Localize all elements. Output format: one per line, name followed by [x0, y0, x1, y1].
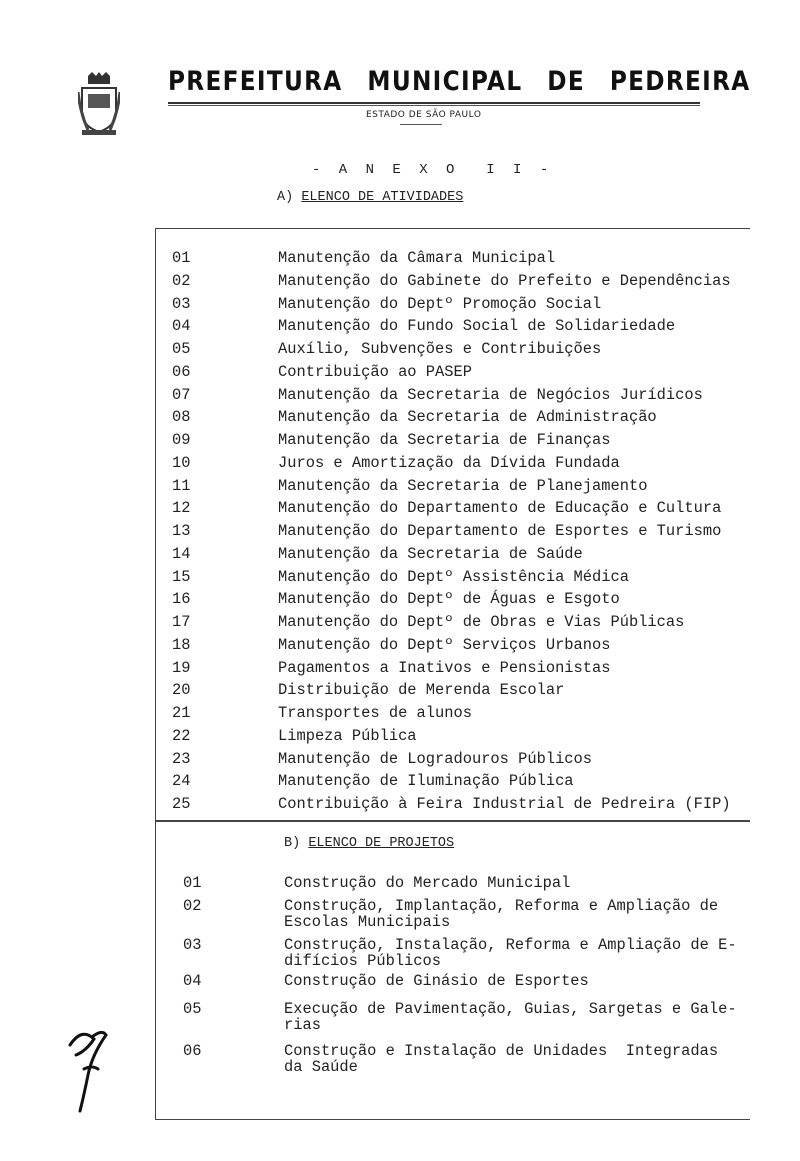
activity-description: Manutenção do Deptº Assistência Médica	[278, 567, 629, 586]
activity-description: Auxílio, Subvenções e Contribuições	[278, 340, 602, 358]
project-code: 03	[183, 936, 202, 954]
activity-code: 06	[172, 362, 191, 381]
section-divider	[155, 820, 750, 822]
activity-description: Manutenção da Câmara Municipal	[278, 249, 556, 267]
project-description: Execução de Pavimentação, Guias, Sargetas e Gale- rias	[284, 1000, 737, 1034]
project-description: Construção do Mercado Municipal	[284, 874, 571, 892]
activity-description: Pagamentos a Inativos e Pensionistas	[278, 658, 611, 677]
activity-description: Contribuição ao PASEP	[278, 362, 472, 381]
activity-code: 10	[172, 453, 191, 472]
activity-description: Juros e Amortização da Dívida Fundada	[278, 453, 620, 472]
annex-title: - A N E X O I I -	[312, 162, 554, 178]
activity-code: 15	[172, 567, 191, 586]
activity-description: Manutenção do Deptº de Águas e Esgoto	[278, 590, 620, 609]
activity-code: 18	[172, 635, 191, 654]
activity-description: Manutenção da Secretaria de Negócios Jurídicos	[278, 385, 703, 404]
activity-code: 17	[172, 613, 191, 631]
activity-description: Manutenção do Deptº de Obras e Vias Públicas	[278, 613, 685, 631]
activity-code: 21	[172, 704, 191, 722]
activity-description: Manutenção do Deptº Promoção Social	[278, 294, 602, 313]
project-code: 04	[183, 972, 202, 990]
activity-code: 22	[172, 726, 191, 745]
activity-code: 20	[172, 681, 191, 700]
activity-code: 13	[172, 522, 191, 540]
activity-code: 24	[172, 772, 191, 791]
activity-code: 19	[172, 658, 191, 677]
activity-code: 12	[172, 499, 191, 518]
activity-description: Manutenção do Fundo Social de Solidariedade	[278, 317, 676, 336]
project-code: 05	[183, 1000, 202, 1018]
activity-code: 25	[172, 795, 191, 813]
activity-code: 08	[172, 408, 191, 427]
state-rule	[400, 124, 442, 125]
activity-description: Distribuição de Merenda Escolar	[278, 681, 565, 700]
section-b-heading	[284, 836, 454, 851]
handwritten-signature	[62, 1025, 112, 1115]
project-code: 01	[183, 874, 202, 892]
activity-code: 16	[172, 590, 191, 609]
project-code: 02	[183, 897, 202, 915]
activity-description: Manutenção de Logradouros Públicos	[278, 749, 593, 768]
section-b-prefix: B)	[284, 836, 301, 851]
activity-code: 14	[172, 544, 191, 563]
section-a-title: ELENCO DE ATIVIDADES	[301, 190, 464, 205]
activity-description: Manutenção da Secretaria de Finanças	[278, 431, 611, 449]
activity-code: 01	[172, 249, 191, 267]
activity-code: 23	[172, 749, 191, 768]
activity-description: Manutenção do Departamento de Esportes e Turismo	[278, 522, 722, 540]
project-description: Construção, Implantação, Reforma e Ampliação de Escolas Municipais	[284, 897, 719, 931]
activity-code: 11	[172, 476, 191, 495]
activity-description: Transportes de alunos	[278, 704, 472, 722]
section-a-prefix: A)	[277, 190, 294, 205]
activity-description: Manutenção da Secretaria de Administração	[278, 408, 657, 427]
activity-code: 09	[172, 431, 191, 449]
state-subtitle: ESTADO DE SÃO PAULO	[366, 110, 482, 120]
municipal-coat-of-arms-icon	[78, 72, 120, 136]
activity-description: Contribuição à Feira Industrial de Pedreira (FIP)	[278, 795, 731, 813]
activity-description: Limpeza Pública	[278, 726, 417, 745]
title-rule	[168, 102, 700, 106]
activity-code: 02	[172, 271, 191, 290]
activity-description: Manutenção de Iluminação Pública	[278, 772, 574, 791]
project-description: Construção e Instalação de Unidades Integradas da Saúde	[284, 1042, 719, 1076]
project-description: Construção de Ginásio de Esportes	[284, 972, 589, 990]
activity-description: Manutenção do Deptº Serviços Urbanos	[278, 635, 611, 654]
project-description: Construção, Instalação, Reforma e Ampliação de E- difícios Públicos	[284, 936, 737, 970]
activity-code: 07	[172, 385, 191, 404]
activity-description: Manutenção do Gabinete do Prefeito e Dependências	[278, 271, 731, 290]
section-b-title: ELENCO DE PROJETOS	[308, 836, 455, 851]
activity-description: Manutenção da Secretaria de Planejamento	[278, 476, 648, 495]
page-title: PREFEITURA MUNICIPAL DE PEDREIRA	[168, 66, 751, 97]
activity-description: Manutenção do Departamento de Educação e Cultura	[278, 499, 722, 518]
activity-code: 03	[172, 294, 191, 313]
section-a-heading	[277, 190, 463, 205]
activity-code: 04	[172, 317, 191, 336]
activity-description: Manutenção da Secretaria de Saúde	[278, 544, 583, 563]
project-code: 06	[183, 1042, 202, 1060]
activity-code: 05	[172, 340, 191, 358]
